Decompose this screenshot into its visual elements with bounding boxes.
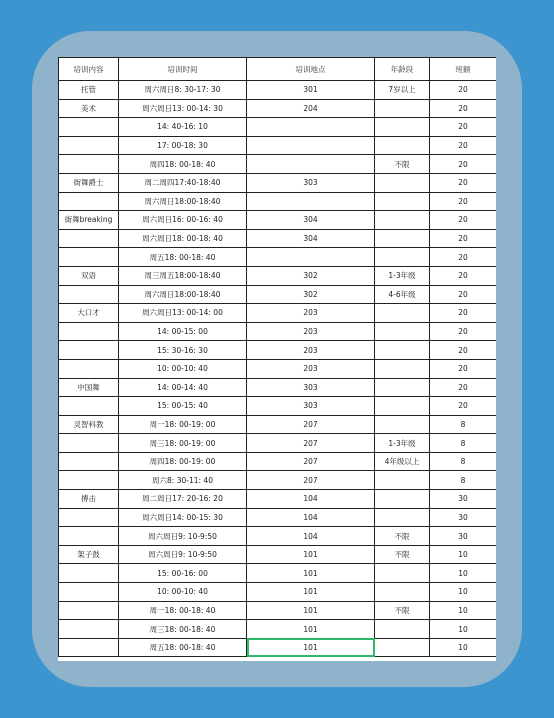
cell-location[interactable]: 104: [247, 527, 375, 546]
cell-time[interactable]: 14: 00-15: 00: [119, 322, 247, 341]
cell-time[interactable]: 周六周日18: 00-18: 40: [119, 229, 247, 248]
cell-content[interactable]: [59, 452, 119, 471]
cell-age[interactable]: 1-3年级: [375, 266, 430, 285]
cell-content[interactable]: [59, 359, 119, 378]
cell-age[interactable]: [375, 322, 430, 341]
cell-capacity[interactable]: 20: [430, 285, 497, 304]
cell-location[interactable]: 104: [247, 490, 375, 509]
cell-age[interactable]: 1-3年级: [375, 434, 430, 453]
cell-age[interactable]: [375, 508, 430, 527]
cell-capacity[interactable]: 20: [430, 248, 497, 267]
cell-time[interactable]: 周六周日13: 00-14: 00: [119, 304, 247, 323]
table-row: [59, 118, 497, 137]
table-row: [59, 527, 497, 546]
cell-location[interactable]: 304: [247, 211, 375, 230]
table-row: [59, 155, 497, 174]
cell-content[interactable]: 托管: [59, 81, 119, 100]
cell-capacity[interactable]: 20: [430, 397, 497, 416]
cell-time[interactable]: 周四18: 00-18: 40: [119, 155, 247, 174]
cell-location[interactable]: 101: [247, 601, 375, 620]
cell-content[interactable]: [59, 527, 119, 546]
cell-age[interactable]: 不限: [375, 155, 430, 174]
cell-capacity[interactable]: 20: [430, 173, 497, 192]
table-row: [59, 99, 497, 118]
table-row: [59, 248, 497, 267]
table-row: [59, 136, 497, 155]
table-row: [59, 192, 497, 211]
cell-time[interactable]: 15: 30-16: 30: [119, 341, 247, 360]
cell-content[interactable]: [59, 192, 119, 211]
cell-capacity[interactable]: 20: [430, 229, 497, 248]
cell-capacity[interactable]: 20: [430, 81, 497, 100]
cell-content[interactable]: 灵智科教: [59, 415, 119, 434]
cell-age[interactable]: [375, 359, 430, 378]
cell-location[interactable]: 104: [247, 508, 375, 527]
table-row: [59, 415, 497, 434]
table-row: [59, 583, 497, 602]
cell-age[interactable]: [375, 211, 430, 230]
cell-content[interactable]: 双语: [59, 266, 119, 285]
cell-capacity[interactable]: 20: [430, 99, 497, 118]
cell-content[interactable]: [59, 508, 119, 527]
cell-age[interactable]: [375, 397, 430, 416]
table-row: [59, 471, 497, 490]
cell-capacity[interactable]: 20: [430, 155, 497, 174]
cell-time[interactable]: 周六周日16: 00-16: 40: [119, 211, 247, 230]
cell-capacity[interactable]: 20: [430, 322, 497, 341]
spreadsheet-sheet: [58, 57, 496, 661]
cell-age[interactable]: 4-6年级: [375, 285, 430, 304]
cell-location[interactable]: 101: [247, 620, 375, 639]
cell-content[interactable]: [59, 397, 119, 416]
cell-time[interactable]: 周二周日17: 20-16: 20: [119, 490, 247, 509]
header-cell-time[interactable]: 培训时间: [119, 58, 247, 81]
header-cell-location[interactable]: 培训地点: [247, 58, 375, 81]
cell-age[interactable]: 不限: [375, 527, 430, 546]
cell-location[interactable]: 101: [247, 545, 375, 564]
cell-content[interactable]: [59, 583, 119, 602]
cell-age[interactable]: [375, 490, 430, 509]
cell-capacity[interactable]: 8: [430, 415, 497, 434]
table-row: [59, 378, 497, 397]
table-row: [59, 452, 497, 471]
cell-content[interactable]: [59, 638, 119, 657]
cell-content[interactable]: [59, 471, 119, 490]
table-row: [59, 285, 497, 304]
cell-content[interactable]: [59, 285, 119, 304]
cell-age[interactable]: 不限: [375, 601, 430, 620]
cell-capacity[interactable]: 20: [430, 359, 497, 378]
cell-time[interactable]: 周一18: 00-18: 40: [119, 601, 247, 620]
header-row: [59, 58, 497, 81]
cell-capacity[interactable]: 20: [430, 266, 497, 285]
cell-capacity[interactable]: 10: [430, 601, 497, 620]
cell-age[interactable]: [375, 415, 430, 434]
cell-age[interactable]: [375, 564, 430, 583]
cell-location[interactable]: 203: [247, 341, 375, 360]
cell-location[interactable]: 303: [247, 397, 375, 416]
cell-location[interactable]: 203: [247, 359, 375, 378]
cell-capacity[interactable]: 30: [430, 527, 497, 546]
table-row: [59, 173, 497, 192]
cell-time[interactable]: 周三18: 00-18: 40: [119, 620, 247, 639]
cell-age[interactable]: [375, 99, 430, 118]
cell-content[interactable]: [59, 434, 119, 453]
cell-age[interactable]: 7岁以上: [375, 81, 430, 100]
cell-location[interactable]: [247, 136, 375, 155]
cell-age[interactable]: [375, 229, 430, 248]
cell-time[interactable]: 15: 00-16: 00: [119, 564, 247, 583]
cell-age[interactable]: [375, 173, 430, 192]
table-row: [59, 359, 497, 378]
table-row: [59, 341, 497, 360]
cell-location[interactable]: 304: [247, 229, 375, 248]
cell-location[interactable]: 303: [247, 173, 375, 192]
cell-location[interactable]: 203: [247, 304, 375, 323]
cell-capacity[interactable]: 8: [430, 471, 497, 490]
cell-content[interactable]: [59, 118, 119, 137]
cell-location[interactable]: 207: [247, 434, 375, 453]
cell-time[interactable]: 周六周日8: 30-17: 30: [119, 81, 247, 100]
cell-capacity[interactable]: 8: [430, 452, 497, 471]
cell-location[interactable]: 101: [247, 564, 375, 583]
cell-capacity[interactable]: 20: [430, 378, 497, 397]
cell-content[interactable]: [59, 601, 119, 620]
cell-content[interactable]: 美术: [59, 99, 119, 118]
cell-age[interactable]: [375, 341, 430, 360]
cell-location[interactable]: 203: [247, 322, 375, 341]
cell-time[interactable]: 周五18: 00-18: 40: [119, 248, 247, 267]
header-cell-content[interactable]: 培训内容: [59, 58, 119, 81]
cell-capacity[interactable]: 8: [430, 434, 497, 453]
cell-content[interactable]: 大口才: [59, 304, 119, 323]
cell-time[interactable]: 周六周日13: 00-14: 30: [119, 99, 247, 118]
cell-location[interactable]: [247, 118, 375, 137]
cell-location[interactable]: 101: [247, 583, 375, 602]
cell-content[interactable]: 搏击: [59, 490, 119, 509]
cell-location[interactable]: 207: [247, 452, 375, 471]
table-row: [59, 266, 497, 285]
cell-content[interactable]: [59, 136, 119, 155]
table-row: [59, 81, 497, 100]
cell-age[interactable]: 4年级以上: [375, 452, 430, 471]
cell-location[interactable]: 302: [247, 266, 375, 285]
cell-capacity[interactable]: 10: [430, 564, 497, 583]
table-row: [59, 564, 497, 583]
cell-time[interactable]: 周六周日9: 10-9:50: [119, 527, 247, 546]
table-row: [59, 397, 497, 416]
cell-time[interactable]: 周三周五18:00-18:40: [119, 266, 247, 285]
cell-time[interactable]: 周六周日14: 00-15: 30: [119, 508, 247, 527]
cell-time[interactable]: 10: 00-10: 40: [119, 359, 247, 378]
cell-capacity[interactable]: 20: [430, 192, 497, 211]
cell-time[interactable]: 周六周日18:00-18:40: [119, 285, 247, 304]
schedule-table: [58, 57, 496, 657]
table-row: [59, 304, 497, 323]
cell-age[interactable]: [375, 471, 430, 490]
header-cell-age[interactable]: 年龄段: [375, 58, 430, 81]
cell-time[interactable]: 周四18: 00-19: 00: [119, 452, 247, 471]
cell-age[interactable]: [375, 620, 430, 639]
cell-time[interactable]: 15: 00-15: 40: [119, 397, 247, 416]
cell-capacity[interactable]: 30: [430, 490, 497, 509]
table-row: [59, 229, 497, 248]
cell-time[interactable]: 周五18: 00-18: 40: [119, 638, 247, 657]
cell-capacity[interactable]: 20: [430, 136, 497, 155]
cell-content[interactable]: [59, 564, 119, 583]
cell-content[interactable]: 中国舞: [59, 378, 119, 397]
cell-location[interactable]: 207: [247, 415, 375, 434]
cell-capacity[interactable]: 10: [430, 583, 497, 602]
cell-content[interactable]: [59, 620, 119, 639]
table-row: [59, 508, 497, 527]
table-row: [59, 620, 497, 639]
cell-location[interactable]: 303: [247, 378, 375, 397]
header-cell-capacity[interactable]: 班额: [430, 58, 497, 81]
cell-content[interactable]: [59, 322, 119, 341]
cell-age[interactable]: 不限: [375, 545, 430, 564]
cell-age[interactable]: [375, 136, 430, 155]
table-row: [59, 322, 497, 341]
selected-cell[interactable]: 101: [247, 638, 375, 657]
cell-time[interactable]: 周六周日9: 10-9:50: [119, 545, 247, 564]
cell-capacity[interactable]: 20: [430, 211, 497, 230]
cell-location[interactable]: [247, 155, 375, 174]
cell-location[interactable]: 204: [247, 99, 375, 118]
cell-capacity[interactable]: 10: [430, 545, 497, 564]
cell-age[interactable]: [375, 192, 430, 211]
cell-content[interactable]: [59, 155, 119, 174]
cell-content[interactable]: 街舞爵士: [59, 173, 119, 192]
cell-content[interactable]: [59, 248, 119, 267]
cell-content[interactable]: 架子鼓: [59, 545, 119, 564]
cell-time[interactable]: 周六8: 30-11: 40: [119, 471, 247, 490]
cell-content[interactable]: [59, 229, 119, 248]
cell-age[interactable]: [375, 304, 430, 323]
cell-age[interactable]: [375, 118, 430, 137]
cell-time[interactable]: 10: 00-10: 40: [119, 583, 247, 602]
cell-capacity[interactable]: 20: [430, 304, 497, 323]
cell-capacity[interactable]: 10: [430, 638, 497, 657]
table-row: [59, 434, 497, 453]
cell-time[interactable]: 周二周四17:40-18:40: [119, 173, 247, 192]
cell-location[interactable]: 301: [247, 81, 375, 100]
cell-time[interactable]: 周六周日18:00-18:40: [119, 192, 247, 211]
table-row: [59, 638, 497, 657]
cell-time[interactable]: 17: 00-18: 30: [119, 136, 247, 155]
table-row: [59, 211, 497, 230]
table-row: [59, 545, 497, 564]
cell-time[interactable]: 14: 40-16: 10: [119, 118, 247, 137]
cell-time[interactable]: 14: 00-14: 40: [119, 378, 247, 397]
cell-capacity[interactable]: 10: [430, 620, 497, 639]
cell-age[interactable]: [375, 638, 430, 657]
cell-age[interactable]: [375, 583, 430, 602]
cell-content[interactable]: [59, 341, 119, 360]
cell-capacity[interactable]: 30: [430, 508, 497, 527]
cell-capacity[interactable]: 20: [430, 341, 497, 360]
cell-location[interactable]: 207: [247, 471, 375, 490]
cell-age[interactable]: [375, 248, 430, 267]
cell-location[interactable]: [247, 192, 375, 211]
cell-content[interactable]: 街舞breaking: [59, 211, 119, 230]
cell-time[interactable]: 周三18: 00-19: 00: [119, 434, 247, 453]
cell-time[interactable]: 周一18: 00-19: 00: [119, 415, 247, 434]
table-row: [59, 601, 497, 620]
cell-capacity[interactable]: 20: [430, 118, 497, 137]
table-row: [59, 490, 497, 509]
cell-location[interactable]: 302: [247, 285, 375, 304]
cell-age[interactable]: [375, 378, 430, 397]
cell-location[interactable]: [247, 248, 375, 267]
